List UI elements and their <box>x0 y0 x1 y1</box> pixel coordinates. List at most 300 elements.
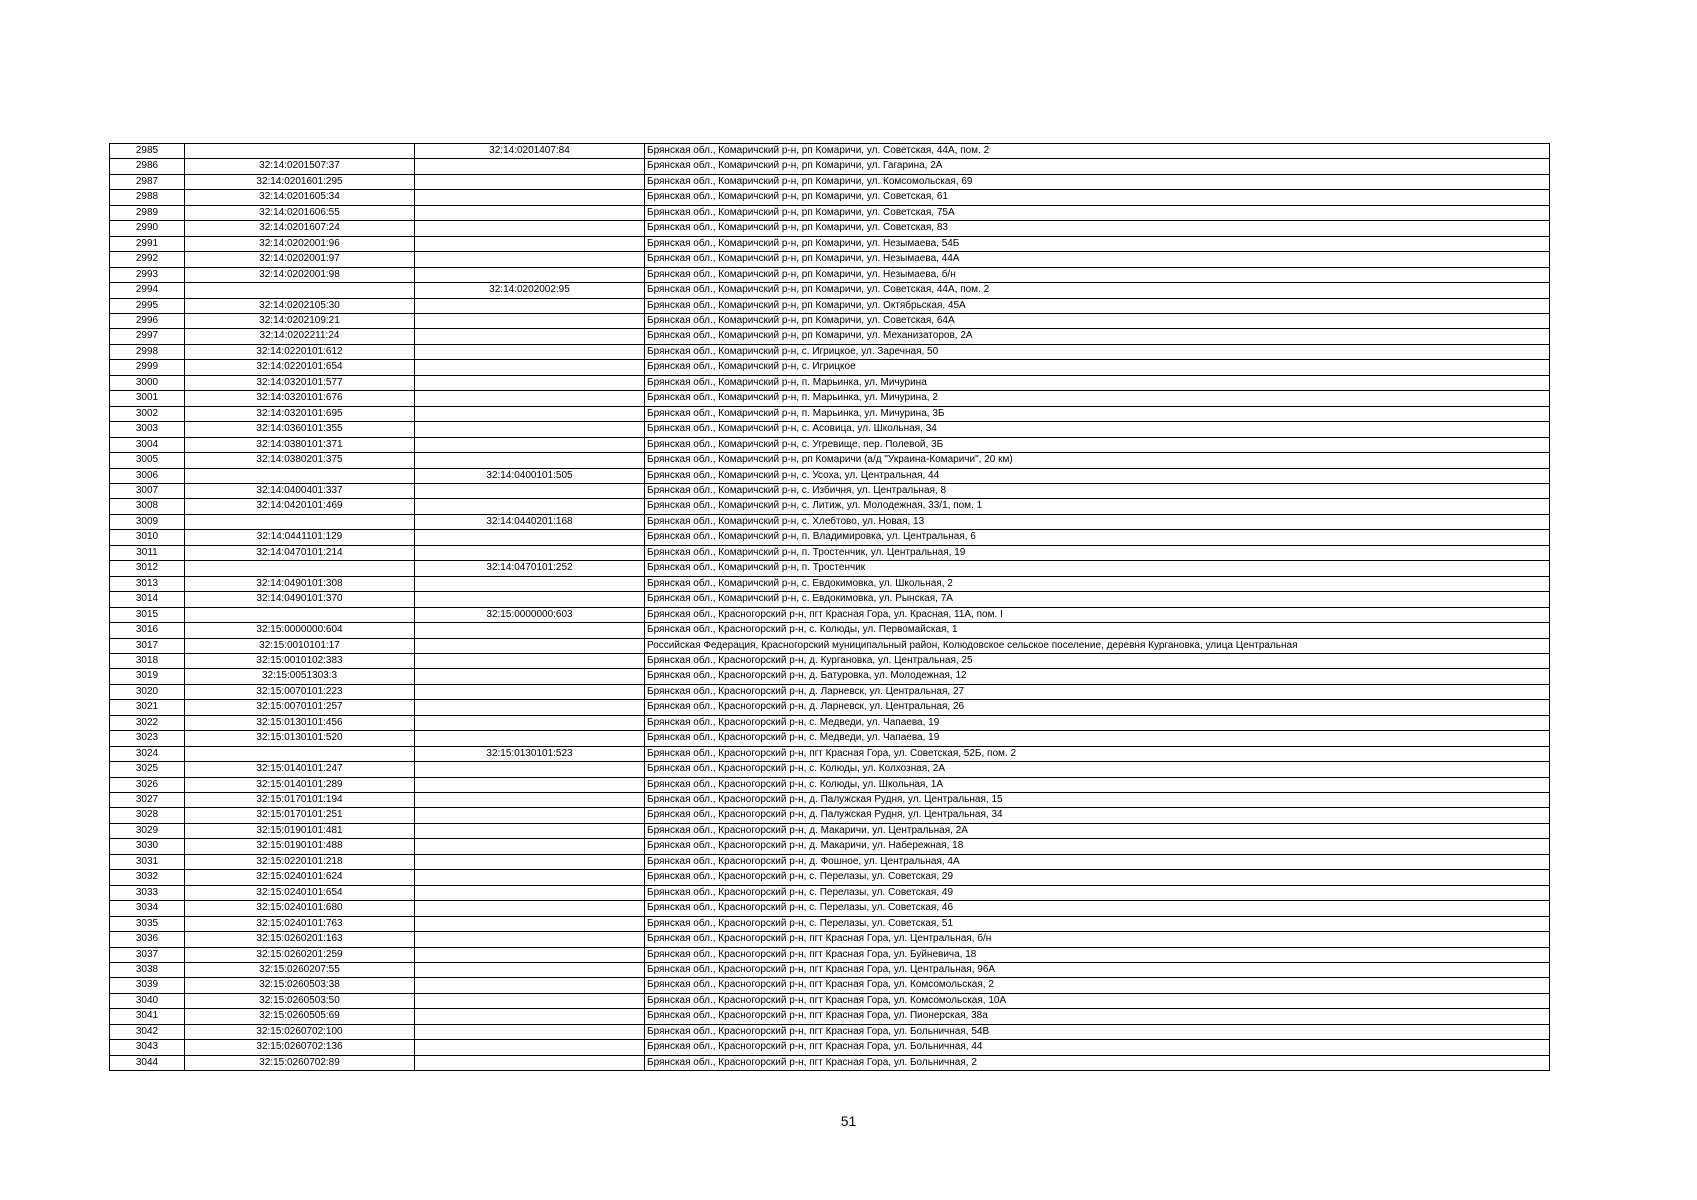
cadastral-number-cell: 32:14:0220101:612 <box>185 344 415 359</box>
cadastral-number-cell: 32:14:0220101:654 <box>185 360 415 375</box>
cadastral-number-cell <box>185 283 415 298</box>
address-cell: Брянская обл., Красногорский р-н, д. Кургановка, ул. Центральная, 25 <box>645 653 1550 668</box>
cadastral-number-cell: 32:15:0260201:163 <box>185 932 415 947</box>
cadastral-number-alt-cell <box>415 731 645 746</box>
cadastral-number-cell: 32:14:0201607:24 <box>185 221 415 236</box>
table-row <box>110 653 1550 668</box>
row-number-cell: 3039 <box>110 978 185 993</box>
cadastral-number-cell <box>185 514 415 529</box>
table-row <box>110 453 1550 468</box>
table-row <box>110 638 1550 653</box>
address-cell: Брянская обл., Комаричский р-н, с. Угревище, пер. Полевой, 3Б <box>645 437 1550 452</box>
cadastral-number-alt-cell <box>415 808 645 823</box>
row-number-cell: 2994 <box>110 283 185 298</box>
address-cell: Брянская обл., Красногорский р-н, пгт Красная Гора, ул. Красная, 11А, пом. I <box>645 607 1550 622</box>
address-cell: Брянская обл., Красногорский р-н, с. Перелазы, ул. Советская, 29 <box>645 870 1550 885</box>
cadastral-number-alt-cell <box>415 360 645 375</box>
table-row <box>110 391 1550 406</box>
row-number-cell: 3012 <box>110 561 185 576</box>
cadastral-number-cell: 32:14:0380201:375 <box>185 453 415 468</box>
cadastral-number-cell: 32:14:0470101:214 <box>185 545 415 560</box>
address-cell: Брянская обл., Комаричский р-н, рп Комаричи, ул. Советская, 61 <box>645 190 1550 205</box>
address-cell: Брянская обл., Комаричский р-н, рп Комаричи (а/д "Украина-Комаричи", 20 км) <box>645 453 1550 468</box>
table-row <box>110 360 1550 375</box>
table-row <box>110 1009 1550 1024</box>
cadastral-number-cell: 32:15:0220101:218 <box>185 854 415 869</box>
row-number-cell: 2993 <box>110 267 185 282</box>
cadastral-number-cell: 32:15:0170101:194 <box>185 793 415 808</box>
table-row <box>110 329 1550 344</box>
cadastral-number-alt-cell <box>415 870 645 885</box>
address-cell: Брянская обл., Красногорский р-н, с. Медведи, ул. Чапаева, 19 <box>645 715 1550 730</box>
cadastral-number-alt-cell: 32:14:0470101:252 <box>415 561 645 576</box>
table-row <box>110 144 1550 159</box>
cadastral-number-alt-cell <box>415 854 645 869</box>
cadastral-number-alt-cell <box>415 885 645 900</box>
cadastral-number-alt-cell <box>415 823 645 838</box>
table-row <box>110 808 1550 823</box>
row-number-cell: 3000 <box>110 375 185 390</box>
cadastral-number-alt-cell <box>415 267 645 282</box>
table-row <box>110 499 1550 514</box>
cadastral-number-cell: 32:15:0260207:55 <box>185 963 415 978</box>
cadastral-number-cell: 32:15:0260505:69 <box>185 1009 415 1024</box>
table-row <box>110 221 1550 236</box>
cadastral-number-alt-cell <box>415 344 645 359</box>
cadastral-number-alt-cell <box>415 916 645 931</box>
row-number-cell: 3043 <box>110 1040 185 1055</box>
row-number-cell: 3017 <box>110 638 185 653</box>
row-number-cell: 3014 <box>110 592 185 607</box>
table-row <box>110 978 1550 993</box>
address-cell: Брянская обл., Красногорский р-н, пгт Красная Гора, ул. Советская, 52Б, пом. 2 <box>645 746 1550 761</box>
row-number-cell: 2996 <box>110 313 185 328</box>
address-cell: Брянская обл., Красногорский р-н, с. Колюды, ул. Первомайская, 1 <box>645 623 1550 638</box>
address-cell: Брянская обл., Комаричский р-н, рп Комаричи, ул. Октябрьская, 45А <box>645 298 1550 313</box>
address-cell: Брянская обл., Красногорский р-н, д. Ларневск, ул. Центральная, 27 <box>645 684 1550 699</box>
row-number-cell: 3002 <box>110 406 185 421</box>
table-row <box>110 252 1550 267</box>
table-row <box>110 823 1550 838</box>
cadastral-number-alt-cell <box>415 252 645 267</box>
row-number-cell: 3034 <box>110 901 185 916</box>
table-row <box>110 422 1550 437</box>
row-number-cell: 3028 <box>110 808 185 823</box>
cadastral-number-cell: 32:14:0202105:30 <box>185 298 415 313</box>
table-row <box>110 545 1550 560</box>
row-number-cell: 3010 <box>110 530 185 545</box>
row-number-cell: 3024 <box>110 746 185 761</box>
cadastral-number-cell: 32:15:0190101:488 <box>185 839 415 854</box>
cadastral-number-cell: 32:15:0010102:383 <box>185 653 415 668</box>
table-row <box>110 530 1550 545</box>
cadastral-number-cell: 32:15:0260503:38 <box>185 978 415 993</box>
row-number-cell: 3041 <box>110 1009 185 1024</box>
address-cell: Брянская обл., Красногорский р-н, с. Колюды, ул. Колхозная, 2А <box>645 762 1550 777</box>
row-number-cell: 3020 <box>110 684 185 699</box>
cadastral-number-cell: 32:14:0201601:295 <box>185 174 415 189</box>
address-cell: Брянская обл., Комаричский р-н, п. Марьинка, ул. Мичурина, 3Б <box>645 406 1550 421</box>
cadastral-number-cell: 32:15:0240101:763 <box>185 916 415 931</box>
row-number-cell: 3042 <box>110 1024 185 1039</box>
cadastral-number-alt-cell <box>415 159 645 174</box>
cadastral-number-cell: 32:15:0240101:624 <box>185 870 415 885</box>
address-cell: Брянская обл., Красногорский р-н, пгт Красная Гора, ул. Больничная, 54В <box>645 1024 1550 1039</box>
row-number-cell: 3008 <box>110 499 185 514</box>
cadastral-number-alt-cell <box>415 313 645 328</box>
table-row <box>110 190 1550 205</box>
cadastral-number-cell <box>185 746 415 761</box>
row-number-cell: 3004 <box>110 437 185 452</box>
address-cell: Брянская обл., Красногорский р-н, д. Макаричи, ул. Центральная, 2А <box>645 823 1550 838</box>
table-row <box>110 947 1550 962</box>
cadastral-number-cell <box>185 144 415 159</box>
table-row <box>110 344 1550 359</box>
cadastral-number-alt-cell <box>415 1055 645 1070</box>
row-number-cell: 3016 <box>110 623 185 638</box>
table-row <box>110 406 1550 421</box>
cadastral-number-alt-cell <box>415 715 645 730</box>
row-number-cell: 2987 <box>110 174 185 189</box>
address-cell: Брянская обл., Красногорский р-н, д. Палужская Рудня, ул. Центральная, 34 <box>645 808 1550 823</box>
cadastral-number-cell: 32:15:0070101:257 <box>185 700 415 715</box>
address-cell: Брянская обл., Красногорский р-н, пгт Красная Гора, ул. Буйневича, 18 <box>645 947 1550 962</box>
address-cell: Брянская обл., Комаричский р-н, с. Евдокимовка, ул. Рынская, 7А <box>645 592 1550 607</box>
address-cell: Брянская обл., Комаричский р-н, рп Комаричи, ул. Советская, 75А <box>645 205 1550 220</box>
cadastral-number-alt-cell <box>415 653 645 668</box>
address-cell: Брянская обл., Красногорский р-н, пгт Красная Гора, ул. Больничная, 2 <box>645 1055 1550 1070</box>
row-number-cell: 3025 <box>110 762 185 777</box>
row-number-cell: 3007 <box>110 483 185 498</box>
address-cell: Брянская обл., Красногорский р-н, д. Фошное, ул. Центральная, 4А <box>645 854 1550 869</box>
address-cell: Брянская обл., Комаричский р-н, с. Игрицкое <box>645 360 1550 375</box>
address-cell: Брянская обл., Красногорский р-н, пгт Красная Гора, ул. Комсомольская, 10А <box>645 993 1550 1008</box>
cadastral-number-cell: 32:14:0202001:98 <box>185 267 415 282</box>
row-number-cell: 2991 <box>110 236 185 251</box>
cadastral-number-cell: 32:15:0260702:136 <box>185 1040 415 1055</box>
table-row <box>110 669 1550 684</box>
address-cell: Брянская обл., Красногорский р-н, д. Палужская Рудня, ул. Центральная, 15 <box>645 793 1550 808</box>
cadastral-number-cell: 32:14:0360101:355 <box>185 422 415 437</box>
cadastral-number-cell: 32:15:0260702:100 <box>185 1024 415 1039</box>
cadastral-number-cell: 32:15:0000000:604 <box>185 623 415 638</box>
table-row <box>110 514 1550 529</box>
table-row <box>110 483 1550 498</box>
row-number-cell: 2989 <box>110 205 185 220</box>
table-row <box>110 375 1550 390</box>
cadastral-number-cell: 32:15:0260201:259 <box>185 947 415 962</box>
address-cell: Брянская обл., Красногорский р-н, с. Перелазы, ул. Советская, 51 <box>645 916 1550 931</box>
cadastral-number-cell <box>185 607 415 622</box>
address-cell: Брянская обл., Комаричский р-н, рп Комаричи, ул. Незымаева, б/н <box>645 267 1550 282</box>
address-cell: Брянская обл., Комаричский р-н, рп Комаричи, ул. Советская, 44А, пом. 2 <box>645 144 1550 159</box>
cadastral-number-cell: 32:14:0202001:96 <box>185 236 415 251</box>
cadastral-number-cell: 32:15:0140101:247 <box>185 762 415 777</box>
table-row <box>110 901 1550 916</box>
row-number-cell: 3003 <box>110 422 185 437</box>
cadastral-number-alt-cell <box>415 963 645 978</box>
row-number-cell: 3038 <box>110 963 185 978</box>
cadastral-number-alt-cell <box>415 236 645 251</box>
address-cell: Брянская обл., Комаричский р-н, п. Тростенчик, ул. Центральная, 19 <box>645 545 1550 560</box>
address-cell: Брянская обл., Комаричский р-н, рп Комаричи, ул. Гагарина, 2А <box>645 159 1550 174</box>
address-cell: Брянская обл., Комаричский р-н, п. Тростенчик <box>645 561 1550 576</box>
cadastral-number-alt-cell <box>415 375 645 390</box>
cadastral-number-alt-cell <box>415 777 645 792</box>
table-row <box>110 932 1550 947</box>
table-row <box>110 777 1550 792</box>
cadastral-number-cell: 32:14:0380101:371 <box>185 437 415 452</box>
table-row <box>110 854 1550 869</box>
row-number-cell: 2995 <box>110 298 185 313</box>
cadastral-number-cell: 32:14:0441101:129 <box>185 530 415 545</box>
cadastral-number-alt-cell <box>415 298 645 313</box>
cadastral-number-cell: 32:14:0202109:21 <box>185 313 415 328</box>
cadastral-number-cell: 32:14:0201507:37 <box>185 159 415 174</box>
cadastral-number-alt-cell: 32:15:0130101:523 <box>415 746 645 761</box>
cadastral-number-cell: 32:14:0420101:469 <box>185 499 415 514</box>
address-cell: Российская Федерация, Красногорский муниципальный район, Колюдовское сельское поселение, деревня Кургановка, улица Центральная <box>645 638 1550 653</box>
address-cell: Брянская обл., Красногорский р-н, пгт Красная Гора, ул. Центральная, 96А <box>645 963 1550 978</box>
cadastral-number-cell: 32:14:0320101:695 <box>185 406 415 421</box>
row-number-cell: 3011 <box>110 545 185 560</box>
table-row <box>110 715 1550 730</box>
cadastral-number-alt-cell: 32:15:0000000:603 <box>415 607 645 622</box>
address-cell: Брянская обл., Комаричский р-н, рп Комаричи, ул. Незымаева, 54Б <box>645 236 1550 251</box>
address-cell: Брянская обл., Комаричский р-н, п. Владимировка, ул. Центральная, 6 <box>645 530 1550 545</box>
cadastral-number-alt-cell <box>415 932 645 947</box>
table-row <box>110 885 1550 900</box>
cadastral-number-cell: 32:14:0202211:24 <box>185 329 415 344</box>
cadastral-number-alt-cell <box>415 947 645 962</box>
cadastral-number-alt-cell: 32:14:0440201:168 <box>415 514 645 529</box>
cadastral-number-alt-cell <box>415 1009 645 1024</box>
cadastral-number-cell: 32:15:0260503:50 <box>185 993 415 1008</box>
row-number-cell: 3030 <box>110 839 185 854</box>
row-number-cell: 2997 <box>110 329 185 344</box>
row-number-cell: 3022 <box>110 715 185 730</box>
row-number-cell: 3032 <box>110 870 185 885</box>
table-row <box>110 236 1550 251</box>
address-cell: Брянская обл., Красногорский р-н, пгт Красная Гора, ул. Пионерская, 38а <box>645 1009 1550 1024</box>
table-row <box>110 623 1550 638</box>
row-number-cell: 2985 <box>110 144 185 159</box>
address-cell: Брянская обл., Комаричский р-н, рп Комаричи, ул. Советская, 83 <box>645 221 1550 236</box>
address-cell: Брянская обл., Комаричский р-н, с. Асовица, ул. Школьная, 34 <box>645 422 1550 437</box>
cadastral-number-alt-cell <box>415 684 645 699</box>
cadastral-number-alt-cell <box>415 669 645 684</box>
registry-table <box>109 143 1550 1071</box>
cadastral-number-cell: 32:14:0320101:676 <box>185 391 415 406</box>
table-row <box>110 174 1550 189</box>
cadastral-number-alt-cell <box>415 499 645 514</box>
cadastral-number-alt-cell <box>415 453 645 468</box>
cadastral-number-alt-cell <box>415 623 645 638</box>
row-number-cell: 3005 <box>110 453 185 468</box>
row-number-cell: 2986 <box>110 159 185 174</box>
cadastral-number-alt-cell <box>415 406 645 421</box>
table-row <box>110 993 1550 1008</box>
cadastral-number-alt-cell <box>415 205 645 220</box>
row-number-cell: 3031 <box>110 854 185 869</box>
cadastral-number-alt-cell <box>415 437 645 452</box>
cadastral-number-cell: 32:14:0400401:337 <box>185 483 415 498</box>
registry-table-body <box>110 144 1550 1071</box>
row-number-cell: 3037 <box>110 947 185 962</box>
row-number-cell: 2988 <box>110 190 185 205</box>
row-number-cell: 3009 <box>110 514 185 529</box>
address-cell: Брянская обл., Красногорский р-н, д. Макаричи, ул. Набережная, 18 <box>645 839 1550 854</box>
cadastral-number-cell: 32:14:0490101:308 <box>185 576 415 591</box>
table-row <box>110 298 1550 313</box>
row-number-cell: 2992 <box>110 252 185 267</box>
cadastral-number-alt-cell <box>415 329 645 344</box>
cadastral-number-cell: 32:15:0130101:456 <box>185 715 415 730</box>
row-number-cell: 3027 <box>110 793 185 808</box>
address-cell: Брянская обл., Комаричский р-н, п. Марьинка, ул. Мичурина, 2 <box>645 391 1550 406</box>
row-number-cell: 3026 <box>110 777 185 792</box>
cadastral-number-alt-cell <box>415 1040 645 1055</box>
cadastral-number-alt-cell <box>415 190 645 205</box>
cadastral-number-cell: 32:15:0170101:251 <box>185 808 415 823</box>
cadastral-number-cell: 32:15:0190101:481 <box>185 823 415 838</box>
cadastral-number-cell: 32:15:0010101:17 <box>185 638 415 653</box>
cadastral-number-cell: 32:14:0201605:34 <box>185 190 415 205</box>
cadastral-number-alt-cell <box>415 545 645 560</box>
cadastral-number-cell: 32:14:0490101:370 <box>185 592 415 607</box>
cadastral-number-alt-cell <box>415 592 645 607</box>
cadastral-number-cell <box>185 468 415 483</box>
row-number-cell: 3013 <box>110 576 185 591</box>
row-number-cell: 3023 <box>110 731 185 746</box>
cadastral-number-alt-cell <box>415 901 645 916</box>
address-cell: Брянская обл., Комаричский р-н, с. Усоха, ул. Центральная, 44 <box>645 468 1550 483</box>
row-number-cell: 3044 <box>110 1055 185 1070</box>
table-row <box>110 762 1550 777</box>
table-row <box>110 205 1550 220</box>
cadastral-number-cell: 32:14:0201606:55 <box>185 205 415 220</box>
row-number-cell: 3018 <box>110 653 185 668</box>
row-number-cell: 3029 <box>110 823 185 838</box>
cadastral-number-cell: 32:15:0140101:289 <box>185 777 415 792</box>
cadastral-number-alt-cell <box>415 530 645 545</box>
address-cell: Брянская обл., Красногорский р-н, д. Ларневск, ул. Центральная, 26 <box>645 700 1550 715</box>
cadastral-number-alt-cell <box>415 793 645 808</box>
cadastral-number-cell: 32:15:0051303:3 <box>185 669 415 684</box>
row-number-cell: 3019 <box>110 669 185 684</box>
address-cell: Брянская обл., Комаричский р-н, рп Комаричи, ул. Механизаторов, 2А <box>645 329 1550 344</box>
cadastral-number-alt-cell: 32:14:0202002:95 <box>415 283 645 298</box>
cadastral-number-alt-cell <box>415 483 645 498</box>
cadastral-number-alt-cell <box>415 638 645 653</box>
cadastral-number-alt-cell: 32:14:0201407:84 <box>415 144 645 159</box>
address-cell: Брянская обл., Комаричский р-н, рп Комаричи, ул. Незымаева, 44А <box>645 252 1550 267</box>
cadastral-number-alt-cell <box>415 221 645 236</box>
address-cell: Брянская обл., Комаричский р-н, с. Хлебтово, ул. Новая, 13 <box>645 514 1550 529</box>
page-number: 51 <box>840 1113 857 1129</box>
address-cell: Брянская обл., Красногорский р-н, д. Батуровка, ул. Молодежная, 12 <box>645 669 1550 684</box>
cadastral-number-alt-cell <box>415 422 645 437</box>
address-cell: Брянская обл., Комаричский р-н, рп Комаричи, ул. Советская, 64А <box>645 313 1550 328</box>
table-row <box>110 607 1550 622</box>
row-number-cell: 3040 <box>110 993 185 1008</box>
address-cell: Брянская обл., Красногорский р-н, пгт Красная Гора, ул. Комсомольская, 2 <box>645 978 1550 993</box>
address-cell: Брянская обл., Комаричский р-н, рп Комаричи, ул. Комсомольская, 69 <box>645 174 1550 189</box>
cadastral-number-cell: 32:15:0130101:520 <box>185 731 415 746</box>
row-number-cell: 3035 <box>110 916 185 931</box>
row-number-cell: 2998 <box>110 344 185 359</box>
table-row <box>110 684 1550 699</box>
table-row <box>110 576 1550 591</box>
cadastral-number-cell: 32:15:0240101:654 <box>185 885 415 900</box>
table-row <box>110 313 1550 328</box>
address-cell: Брянская обл., Комаричский р-н, с. Литиж, ул. Молодежная, 33/1, пом. 1 <box>645 499 1550 514</box>
address-cell: Брянская обл., Красногорский р-н, пгт Красная Гора, ул. Больничная, 44 <box>645 1040 1550 1055</box>
address-cell: Брянская обл., Красногорский р-н, с. Перелазы, ул. Советская, 46 <box>645 901 1550 916</box>
cadastral-number-alt-cell <box>415 978 645 993</box>
cadastral-number-alt-cell <box>415 993 645 1008</box>
table-row <box>110 283 1550 298</box>
cadastral-number-alt-cell <box>415 391 645 406</box>
row-number-cell: 3036 <box>110 932 185 947</box>
cadastral-number-alt-cell <box>415 839 645 854</box>
table-row <box>110 1024 1550 1039</box>
address-cell: Брянская обл., Комаричский р-н, рп Комаричи, ул. Советская, 44А, пом. 2 <box>645 283 1550 298</box>
cadastral-number-alt-cell <box>415 1024 645 1039</box>
row-number-cell: 2990 <box>110 221 185 236</box>
table-row <box>110 561 1550 576</box>
table-row <box>110 700 1550 715</box>
address-cell: Брянская обл., Комаричский р-н, п. Марьинка, ул. Мичурина <box>645 375 1550 390</box>
address-cell: Брянская обл., Красногорский р-н, пгт Красная Гора, ул. Центральная, б/н <box>645 932 1550 947</box>
address-cell: Брянская обл., Красногорский р-н, с. Колюды, ул. Школьная, 1А <box>645 777 1550 792</box>
cadastral-number-cell: 32:15:0240101:680 <box>185 901 415 916</box>
row-number-cell: 3015 <box>110 607 185 622</box>
cadastral-number-alt-cell <box>415 174 645 189</box>
address-cell: Брянская обл., Комаричский р-н, с. Избичня, ул. Центральная, 8 <box>645 483 1550 498</box>
table-row <box>110 793 1550 808</box>
cadastral-number-alt-cell: 32:14:0400101:505 <box>415 468 645 483</box>
address-cell: Брянская обл., Комаричский р-н, с. Игрицкое, ул. Заречная, 50 <box>645 344 1550 359</box>
row-number-cell: 3001 <box>110 391 185 406</box>
cadastral-number-cell: 32:14:0320101:577 <box>185 375 415 390</box>
address-cell: Брянская обл., Красногорский р-н, с. Медведи, ул. Чапаева, 19 <box>645 731 1550 746</box>
row-number-cell: 2999 <box>110 360 185 375</box>
table-row <box>110 746 1550 761</box>
table-row <box>110 839 1550 854</box>
table-row <box>110 916 1550 931</box>
table-row <box>110 267 1550 282</box>
table-row <box>110 1055 1550 1070</box>
cadastral-number-alt-cell <box>415 700 645 715</box>
cadastral-number-alt-cell <box>415 576 645 591</box>
table-row <box>110 1040 1550 1055</box>
cadastral-number-cell: 32:15:0260702:89 <box>185 1055 415 1070</box>
table-row <box>110 592 1550 607</box>
address-cell: Брянская обл., Комаричский р-н, с. Евдокимовка, ул. Школьная, 2 <box>645 576 1550 591</box>
cadastral-number-cell: 32:14:0202001:97 <box>185 252 415 267</box>
table-row <box>110 437 1550 452</box>
table-row <box>110 731 1550 746</box>
table-row <box>110 468 1550 483</box>
cadastral-number-cell <box>185 561 415 576</box>
address-cell: Брянская обл., Красногорский р-н, с. Перелазы, ул. Советская, 49 <box>645 885 1550 900</box>
table-row <box>110 870 1550 885</box>
table-row <box>110 963 1550 978</box>
cadastral-number-alt-cell <box>415 762 645 777</box>
row-number-cell: 3006 <box>110 468 185 483</box>
row-number-cell: 3021 <box>110 700 185 715</box>
